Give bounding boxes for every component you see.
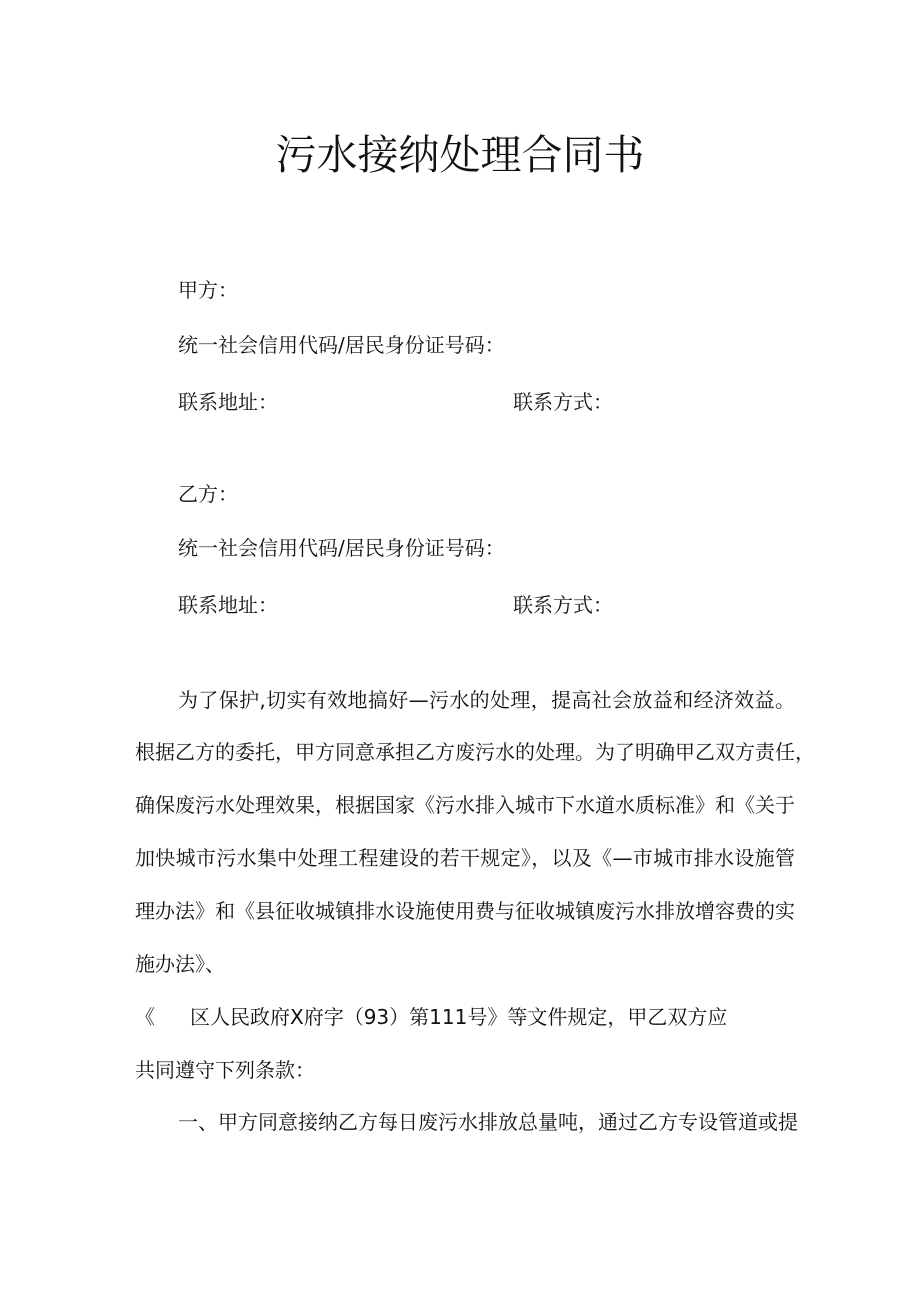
party-a-address: 联系地址：	[178, 390, 278, 414]
paragraph-line: 加快城市污水集中处理工程建设的若干规定》，以及《—市城市排水设施管	[135, 846, 795, 870]
party-a-contact: 联系方式：	[513, 390, 613, 414]
reference-text: 区人民政府X府字（93）第111号》等文件规定，甲乙双方应	[190, 1005, 728, 1029]
reference-open-bracket: 《	[135, 1005, 155, 1029]
paragraph-closing: 共同遵守下列条款：	[135, 1058, 315, 1082]
party-a-id-code: 统一社会信用代码/居民身份证号码：	[178, 333, 505, 357]
paragraph-line: 施办法》、	[135, 952, 225, 976]
paragraph-line: 确保废污水处理效果，根据国家《污水排入城市下水道水质标准》和《关于	[135, 793, 795, 817]
paragraph-line: 根据乙方的委托，甲方同意承担乙方废污水的处理。为了明确甲乙双方责任，	[135, 740, 815, 764]
party-b-label: 乙方：	[178, 482, 238, 506]
party-a-label: 甲方：	[178, 278, 238, 302]
party-b-address: 联系地址：	[178, 593, 278, 617]
party-b-contact: 联系方式：	[513, 593, 613, 617]
paragraph-line: 理办法》和《县征收城镇排水设施使用费与征收城镇废污水排放增容费的实	[135, 899, 795, 923]
document-title: 污水接纳处理合同书	[275, 131, 645, 179]
paragraph-line: 为了保护,切实有效地搞好—污水的处理，提高社会放益和经济效益。	[178, 688, 795, 712]
clause-1: 一、甲方同意接纳乙方每日废污水排放总量吨，通过乙方专设管道或提	[178, 1110, 798, 1134]
party-b-id-code: 统一社会信用代码/居民身份证号码：	[178, 536, 505, 560]
